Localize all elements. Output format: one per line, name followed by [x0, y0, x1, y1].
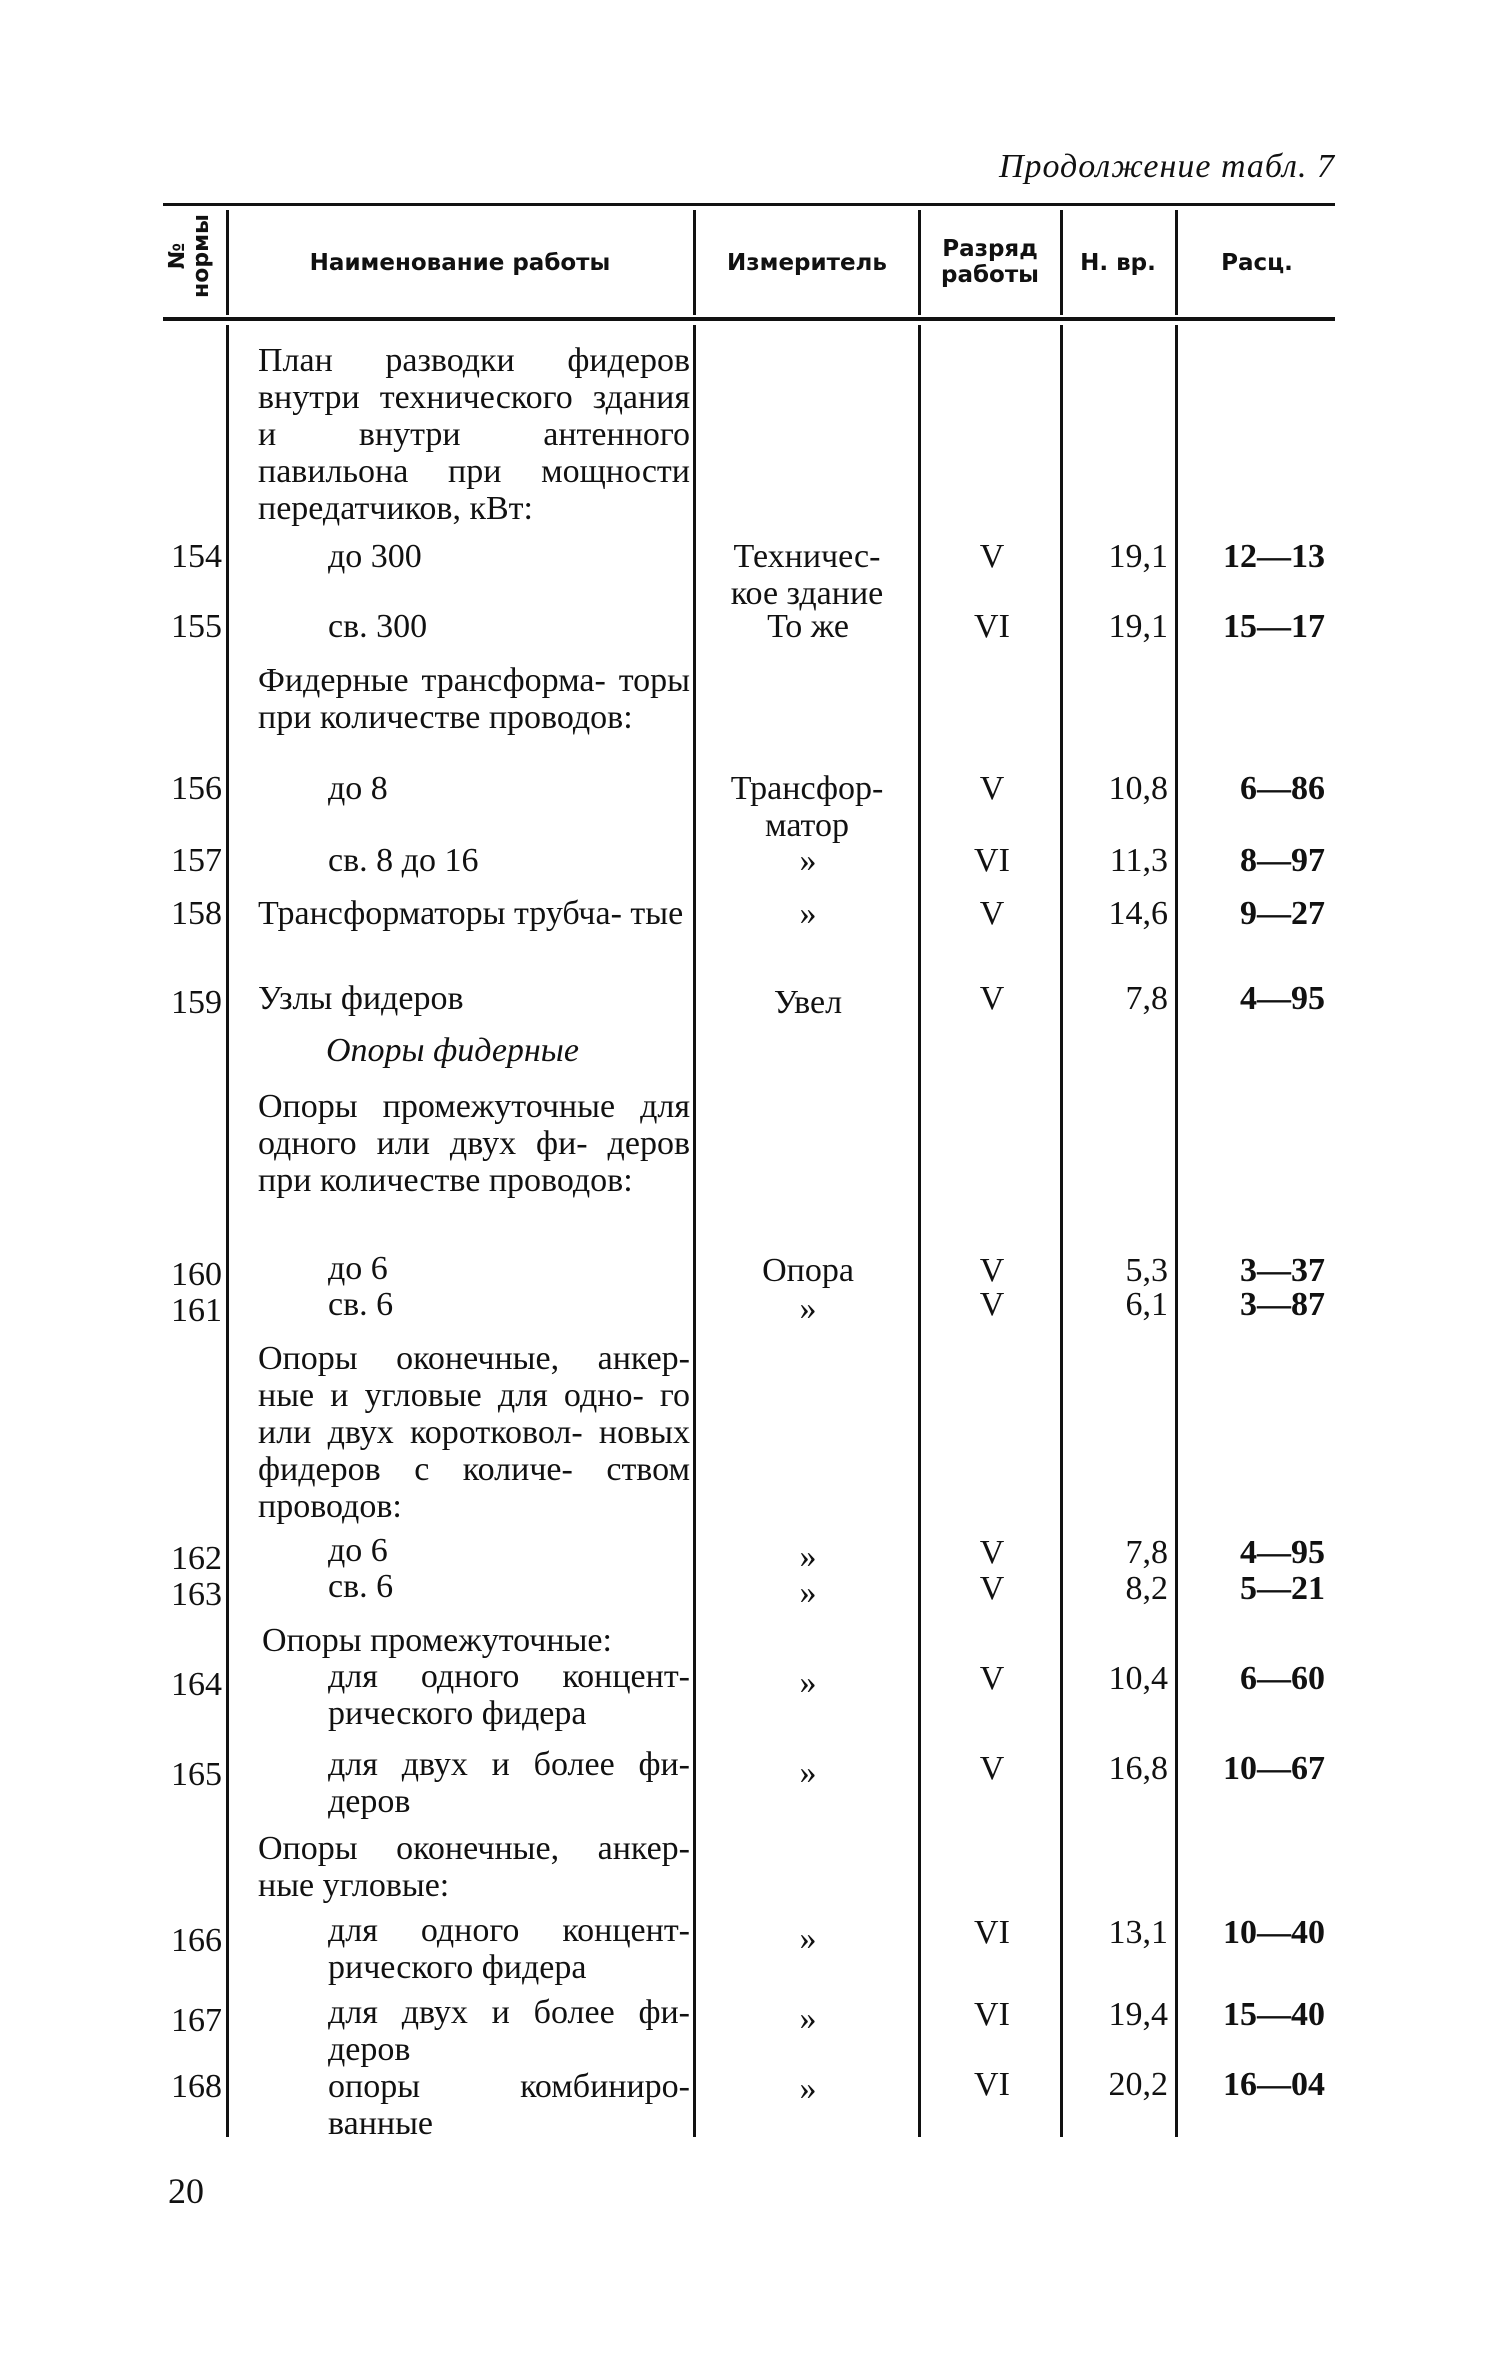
row-number: 164 [171, 1666, 222, 1703]
row-number: 162 [171, 1540, 222, 1577]
row-number: 155 [171, 608, 222, 645]
row-name: св. 6 [328, 1286, 394, 1323]
row-number: 161 [171, 1292, 222, 1329]
row-measure: Увел [773, 984, 843, 1021]
row-name: св. 8 до 16 [328, 842, 479, 879]
header-grade: Разряд работы [941, 236, 1039, 288]
row-grade: VI [974, 1996, 1010, 2033]
header-hours: Н. вр. [1080, 250, 1156, 276]
row-number: 168 [171, 2068, 222, 2105]
row-grade: VI [974, 608, 1010, 645]
row-name: св. 300 [328, 608, 428, 645]
row-rate: 6—60 [1240, 1660, 1325, 1697]
row-measure: Техничес- кое здание [730, 538, 884, 612]
row-name: до 8 [328, 770, 388, 807]
row-grade: V [979, 538, 1005, 575]
row-rate: 15—40 [1223, 1996, 1325, 2033]
row-hours: 19,1 [1108, 538, 1168, 575]
row-name: Фидерные трансформа- торы при количестве проводов: [258, 662, 690, 736]
row-name: для двух и более фи- деров [328, 1746, 690, 1820]
row-hours: 20,2 [1108, 2066, 1168, 2103]
body-divider [693, 325, 696, 2137]
row-name: Опоры промежуточные: [262, 1622, 612, 1659]
row-grade: VI [974, 1914, 1010, 1951]
row-grade: V [979, 1534, 1005, 1571]
row-hours: 6,1 [1125, 1286, 1168, 1323]
row-hours: 5,3 [1125, 1252, 1168, 1289]
row-measure: Трансфор- матор [730, 770, 884, 844]
row-measure: » [799, 1920, 817, 1957]
row-grade: V [979, 1750, 1005, 1787]
row-name: Опоры оконечные, анкер- ные и угловые для одно- го или двух коротковол- новых фидеров с количе- ством проводов: [258, 1340, 690, 1525]
row-name: для одного концент- рического фидера [328, 1912, 690, 1986]
row-measure: » [799, 895, 817, 932]
row-measure: » [799, 1538, 817, 1575]
row-subheading: Опоры фидерные [326, 1032, 579, 1069]
row-rate: 10—67 [1223, 1750, 1325, 1787]
table-top-rule [163, 203, 1335, 206]
row-number: 157 [171, 842, 222, 879]
row-rate: 3—37 [1240, 1252, 1325, 1289]
continuation-label: Продолжение табл. 7 [998, 148, 1335, 185]
body-divider [1060, 325, 1063, 2137]
row-grade: V [979, 1570, 1005, 1607]
row-measure: » [799, 1754, 817, 1791]
row-hours: 11,3 [1109, 842, 1168, 879]
row-measure: Опора [762, 1252, 854, 1289]
row-measure: » [799, 1664, 817, 1701]
row-name: опоры комбиниро- ванные [328, 2068, 690, 2142]
row-rate: 4—95 [1240, 1534, 1325, 1571]
header-no: № нормы [165, 214, 214, 298]
header-name: Наименование работы [309, 250, 611, 276]
row-name: План разводки фидеров внутри технического здания и внутри антенного павильона при мощности передатчиков, кВт: [258, 342, 690, 527]
row-hours: 7,8 [1125, 980, 1168, 1017]
body-divider [1175, 325, 1178, 2137]
row-hours: 13,1 [1108, 1914, 1168, 1951]
row-rate: 4—95 [1240, 980, 1325, 1017]
row-hours: 19,4 [1108, 1996, 1168, 2033]
body-divider [226, 325, 229, 2137]
row-grade: V [979, 1660, 1005, 1697]
header-rate: Расц. [1221, 250, 1293, 276]
row-number: 159 [171, 984, 222, 1021]
row-rate: 3—87 [1240, 1286, 1325, 1323]
header-measure: Измеритель [727, 250, 887, 276]
row-rate: 16—04 [1223, 2066, 1325, 2103]
row-grade: V [979, 895, 1005, 932]
header-divider [226, 210, 229, 315]
row-grade: V [979, 770, 1005, 807]
row-hours: 7,8 [1125, 1534, 1168, 1571]
row-name: Опоры промежуточные для одного или двух фи- деров при количестве проводов: [258, 1088, 690, 1199]
header-divider [1060, 210, 1063, 315]
row-grade: V [979, 1286, 1005, 1323]
row-name: до 6 [328, 1532, 388, 1569]
row-number: 154 [171, 538, 222, 575]
row-name: св. 6 [328, 1568, 394, 1605]
row-hours: 16,8 [1108, 1750, 1168, 1787]
row-name: Узлы фидеров [258, 980, 464, 1017]
body-divider [918, 325, 921, 2137]
row-number: 158 [171, 895, 222, 932]
row-measure: » [799, 1574, 817, 1611]
row-grade: VI [974, 2066, 1010, 2103]
row-number: 166 [171, 1922, 222, 1959]
row-name: до 300 [328, 538, 422, 575]
row-number: 160 [171, 1256, 222, 1293]
row-grade: V [979, 980, 1005, 1017]
header-divider [1175, 210, 1178, 315]
row-name: Опоры оконечные, анкер- ные угловые: [258, 1830, 690, 1904]
row-number: 156 [171, 770, 222, 807]
row-rate: 15—17 [1223, 608, 1325, 645]
row-hours: 19,1 [1108, 608, 1168, 645]
row-name: для двух и более фи- деров [328, 1994, 690, 2068]
row-number: 163 [171, 1576, 222, 1613]
row-hours: 8,2 [1125, 1570, 1168, 1607]
row-measure: » [799, 1290, 817, 1327]
row-rate: 6—86 [1240, 770, 1325, 807]
row-rate: 10—40 [1223, 1914, 1325, 1951]
row-rate: 9—27 [1240, 895, 1325, 932]
header-divider [693, 210, 696, 315]
row-name: для одного концент- рического фидера [328, 1658, 690, 1732]
row-grade: V [979, 1252, 1005, 1289]
row-hours: 10,8 [1108, 770, 1168, 807]
row-hours: 14,6 [1108, 895, 1168, 932]
row-number: 165 [171, 1756, 222, 1793]
row-grade: VI [974, 842, 1010, 879]
row-number: 167 [171, 2002, 222, 2039]
page-number: 20 [168, 2171, 204, 2211]
header-bottom-rule [163, 317, 1335, 321]
row-measure: » [799, 842, 817, 879]
row-name: до 6 [328, 1250, 388, 1287]
row-hours: 10,4 [1108, 1660, 1168, 1697]
row-name: Трансформаторы трубча- тые [258, 895, 684, 932]
row-measure: » [799, 2070, 817, 2107]
row-measure: » [799, 2000, 817, 2037]
row-rate: 8—97 [1240, 842, 1325, 879]
row-rate: 12—13 [1223, 538, 1325, 575]
row-measure: То же [767, 608, 849, 645]
row-rate: 5—21 [1240, 1570, 1325, 1607]
header-divider [918, 210, 921, 315]
